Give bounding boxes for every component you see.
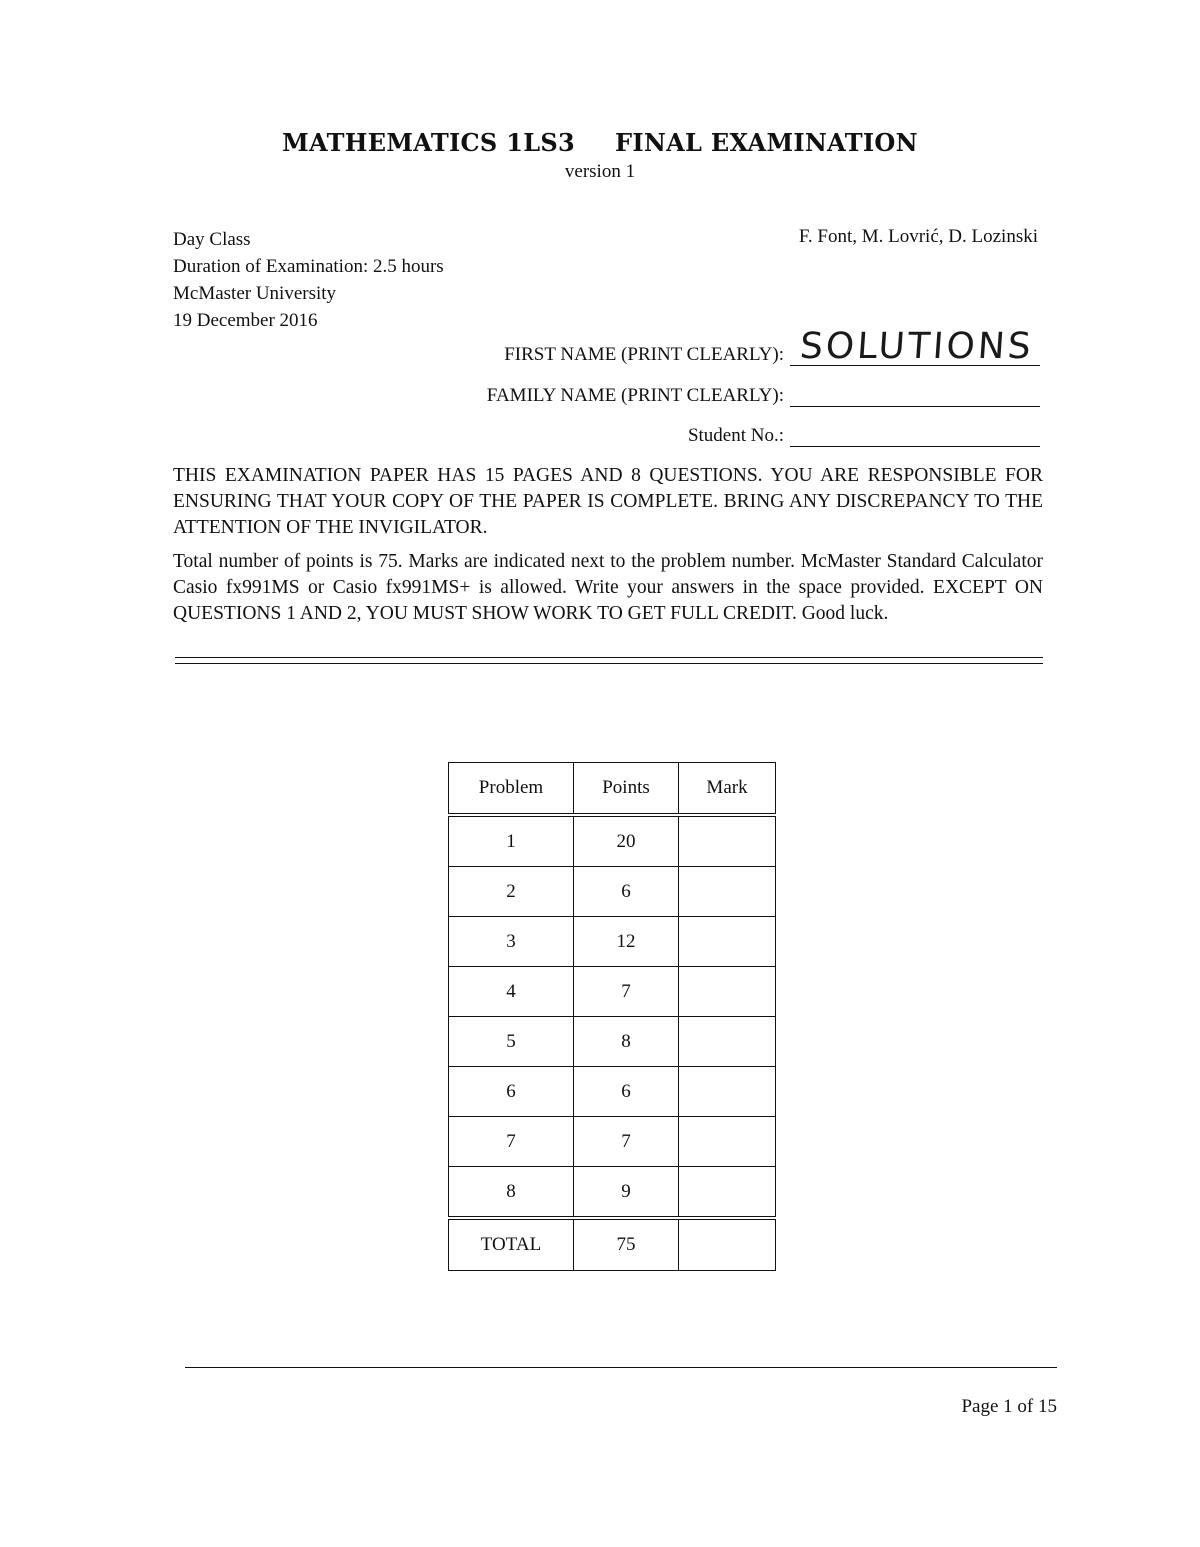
table-row <box>449 1067 776 1117</box>
exam-title <box>0 128 1200 157</box>
problem-cell: 7 <box>449 1117 574 1167</box>
points-cell: 9 <box>574 1167 679 1219</box>
header-mark: Mark <box>679 763 776 816</box>
mark-cell[interactable] <box>679 1017 776 1067</box>
student-no-label: Student No.: <box>687 425 784 446</box>
table-row <box>449 815 776 867</box>
student-no-row <box>688 424 1040 447</box>
course-name: MATHEMATICS 1LS3 <box>282 128 576 157</box>
mark-cell[interactable] <box>679 815 776 867</box>
points-cell: 6 <box>574 1067 679 1117</box>
marks-table <box>448 762 776 1271</box>
exam-info <box>173 226 444 334</box>
family-name-label: FAMILY NAME (PRINT CLEARLY): <box>486 385 784 406</box>
first-name-label: FIRST NAME (PRINT CLEARLY): <box>504 344 784 365</box>
points-cell: 7 <box>574 967 679 1017</box>
problem-cell: 3 <box>449 917 574 967</box>
exam-name: FINAL EXAMINATION <box>615 128 918 157</box>
points-cell: 8 <box>574 1017 679 1067</box>
table-row <box>449 1117 776 1167</box>
page-number: Page 1 of 15 <box>961 1396 1057 1417</box>
points-cell: 6 <box>574 867 679 917</box>
student-no-field[interactable] <box>790 424 1040 447</box>
table-row <box>449 867 776 917</box>
footer-divider <box>185 1367 1057 1368</box>
mark-cell[interactable] <box>679 1167 776 1219</box>
total-mark-cell[interactable] <box>679 1218 776 1271</box>
points-cell: 12 <box>574 917 679 967</box>
table-row <box>449 917 776 967</box>
table-row <box>449 1167 776 1219</box>
total-label-cell: TOTAL <box>449 1218 574 1271</box>
mark-cell[interactable] <box>679 967 776 1017</box>
header-problem: Problem <box>449 763 574 816</box>
family-name-field[interactable] <box>790 384 1040 407</box>
problem-cell: 8 <box>449 1167 574 1219</box>
university-name: McMaster University <box>173 283 337 304</box>
exam-duration: Duration of Examination: 2.5 hours <box>173 256 444 277</box>
mark-cell[interactable] <box>679 917 776 967</box>
problem-cell: 6 <box>449 1067 574 1117</box>
first-name-row <box>504 326 1040 367</box>
total-points-cell: 75 <box>574 1218 679 1271</box>
section-divider <box>175 657 1043 664</box>
exam-authors: F. Font, M. Lovrić, D. Lozinski <box>798 226 1038 247</box>
problem-cell: 2 <box>449 867 574 917</box>
mark-cell[interactable] <box>679 1067 776 1117</box>
points-cell: 7 <box>574 1117 679 1167</box>
table-total-row <box>449 1218 776 1271</box>
exam-version: version 1 <box>564 161 636 182</box>
table-header-row <box>449 763 776 816</box>
problem-cell: 5 <box>449 1017 574 1067</box>
table-row <box>449 967 776 1017</box>
first-name-field[interactable] <box>790 326 1040 367</box>
table-row <box>449 1017 776 1067</box>
problem-cell: 4 <box>449 967 574 1017</box>
first-name-value: SOLUTIONS <box>798 326 1035 367</box>
header-points: Points <box>574 763 679 816</box>
exam-date: 19 December 2016 <box>173 310 318 331</box>
problem-cell: 1 <box>449 815 574 867</box>
exam-notice: THIS EXAMINATION PAPER HAS 15 PAGES AND 8 QUESTIONS. YOU ARE RESPONSIBLE FOR ENSURING THAT YOUR COPY OF THE PAPER IS COMPLETE. BRING ANY DISCREPANCY TO THE ATTENTION OF THE INVIGILATOR. <box>173 465 1043 538</box>
family-name-row <box>487 384 1040 407</box>
class-type: Day Class <box>173 229 251 250</box>
points-cell: 20 <box>574 815 679 867</box>
mark-cell[interactable] <box>679 1117 776 1167</box>
exam-instructions: Total number of points is 75. Marks are indicated next to the problem number. McMaster Standard Calculator Casio fx991MS or Casio fx991MS+ is allowed. Write your answers in the space provided. EXCEPT ON QUESTIONS 1 AND 2, YOU MUST SHOW WORK TO GET FULL CREDIT. Good luck. <box>173 551 1043 624</box>
mark-cell[interactable] <box>679 867 776 917</box>
